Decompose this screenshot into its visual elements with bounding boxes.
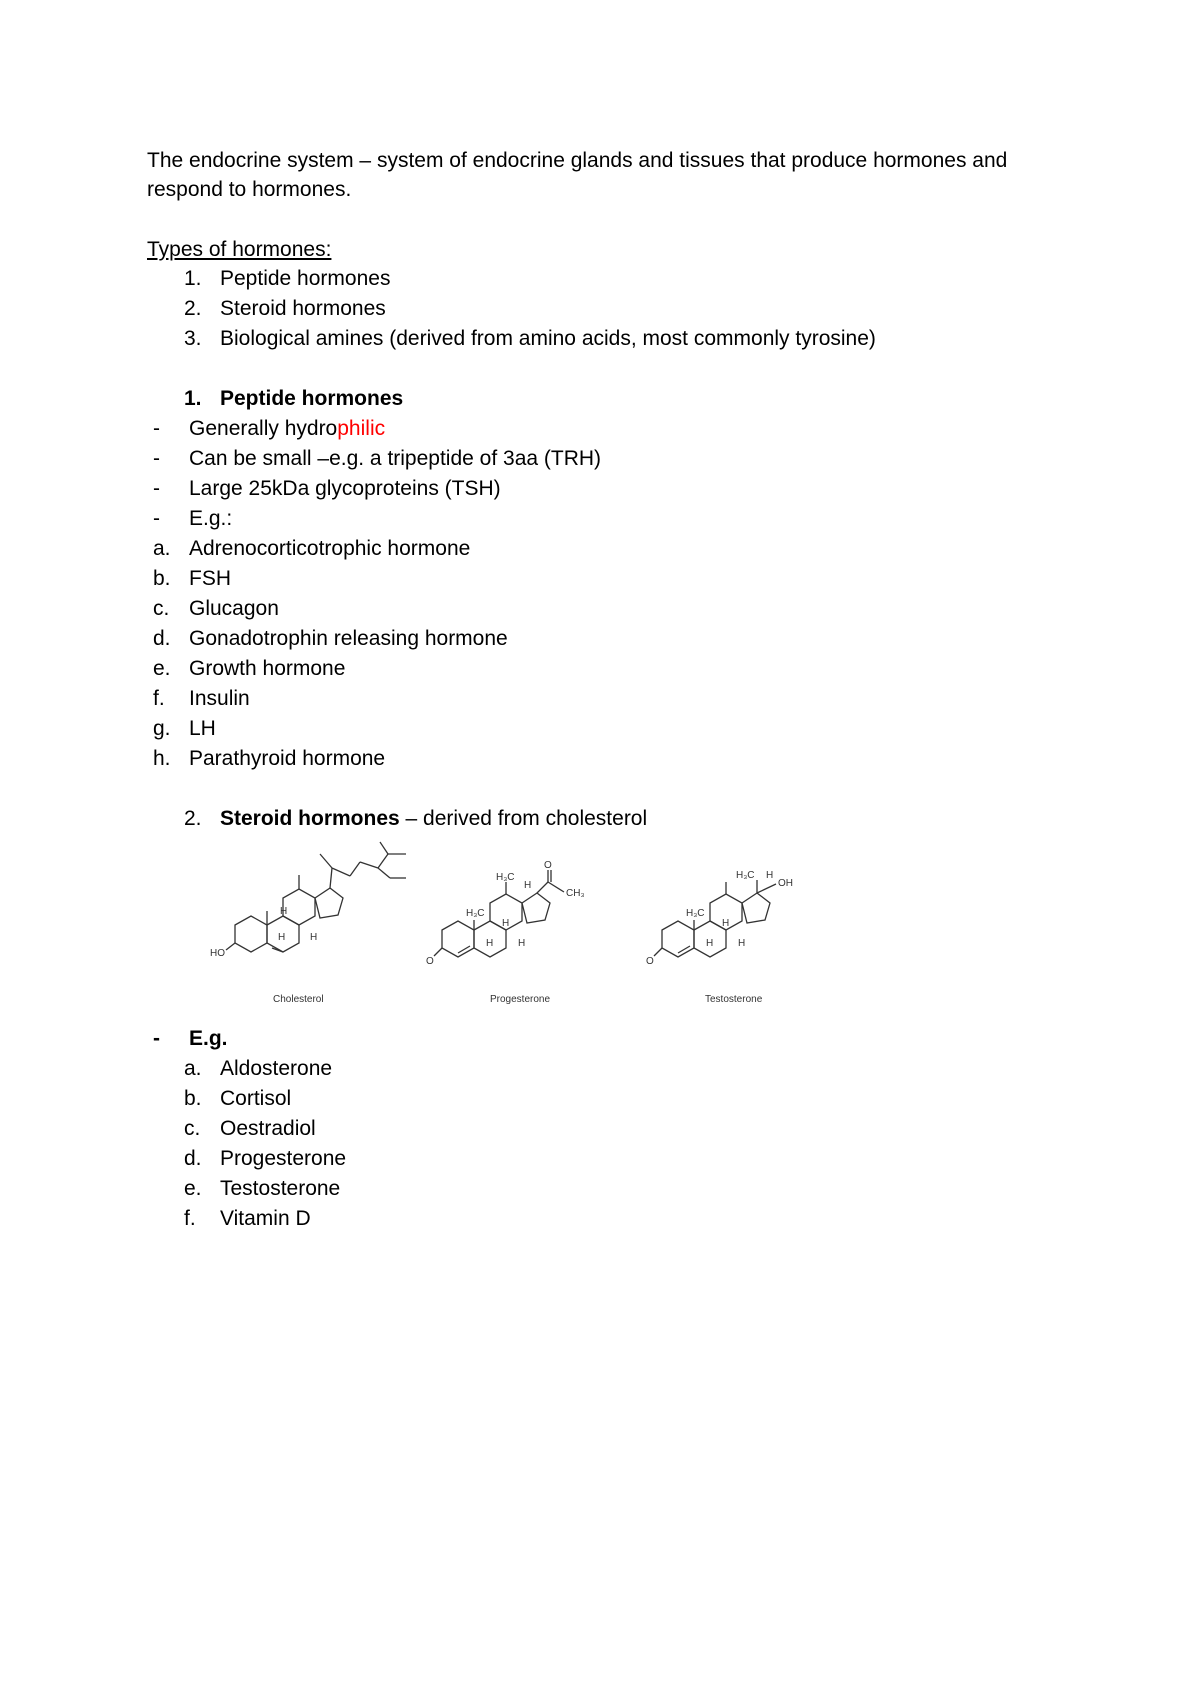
- steroid-heading: Steroid hormones: [220, 807, 400, 830]
- peptide-heading-marker: 1.: [184, 387, 202, 410]
- steroid-example-d: Progesterone: [220, 1147, 347, 1170]
- peptide-example-d: Gonadotrophin releasing hormone: [189, 627, 508, 650]
- progesterone-structure: [426, 860, 610, 987]
- cholesterol-h-label-3: H: [310, 932, 318, 943]
- steroid-example-e: Testosterone: [220, 1177, 341, 1200]
- testosterone-h-label-3: H: [706, 938, 714, 949]
- steroid-example-e-marker: e.: [184, 1177, 202, 1200]
- peptide-example-c: Glucagon: [189, 597, 279, 620]
- steroid-example-a-marker: a.: [184, 1057, 202, 1080]
- progesterone-ch3-label: CH₃: [566, 888, 585, 899]
- peptide-example-a: Adrenocorticotrophic hormone: [189, 537, 471, 560]
- peptide-example-f: Insulin: [189, 687, 250, 710]
- peptide-bullet-2: Can be small –e.g. a tripeptide of 3aa (TRH): [189, 447, 602, 470]
- testosterone-h-label-4: H: [738, 938, 746, 949]
- progesterone-h-label-3: H: [486, 938, 494, 949]
- testosterone-structure: [646, 866, 810, 987]
- types-heading: Types of hormones:: [147, 238, 332, 261]
- testosterone-h3c-label-2: H₃C: [736, 870, 755, 881]
- progesterone-h-label-4: H: [518, 938, 526, 949]
- steroid-example-f: Vitamin D: [220, 1207, 311, 1230]
- intro-line-2: respond to hormones.: [147, 178, 352, 201]
- peptide-bullet-2-marker: -: [153, 447, 160, 470]
- steroid-example-b: Cortisol: [220, 1087, 292, 1110]
- testosterone-structure-svg: [646, 866, 810, 982]
- peptide-example-d-marker: d.: [153, 627, 171, 650]
- progesterone-h3c-label-1: H₃C: [466, 908, 485, 919]
- progesterone-h3c-label-2: H₃C: [496, 872, 515, 883]
- testosterone-caption: Testosterone: [705, 994, 763, 1005]
- types-item-1-marker: 1.: [184, 267, 202, 290]
- steroid-example-f-marker: f.: [184, 1207, 196, 1230]
- cholesterol-h-label-2: H: [278, 932, 286, 943]
- intro-line-1: The endocrine system – system of endocrine glands and tissues that produce hormones and: [147, 149, 1008, 172]
- cholesterol-h-label-1: H: [280, 906, 288, 917]
- types-item-2: Steroid hormones: [220, 297, 386, 320]
- steroid-example-c-marker: c.: [184, 1117, 201, 1140]
- peptide-bullet-4-marker: -: [153, 507, 160, 530]
- peptide-example-b: FSH: [189, 567, 231, 590]
- peptide-example-g: LH: [189, 717, 216, 740]
- peptide-bullet-1: [189, 416, 385, 442]
- steroid-heading-line: [220, 806, 647, 832]
- peptide-example-c-marker: c.: [153, 597, 170, 620]
- peptide-example-h: Parathyroid hormone: [189, 747, 386, 770]
- hydro-text: Generally hydro: [189, 417, 338, 440]
- progesterone-structure-svg: [426, 860, 610, 982]
- peptide-bullet-3: Large 25kDa glycoproteins (TSH): [189, 477, 501, 500]
- cholesterol-caption: Cholesterol: [273, 994, 324, 1005]
- steroid-example-a: Aldosterone: [220, 1057, 333, 1080]
- steroid-eg-marker: -: [153, 1027, 160, 1050]
- peptide-heading: Peptide hormones: [220, 387, 404, 410]
- testosterone-o-label: O: [646, 956, 654, 967]
- cholesterol-ho-label: HO: [210, 948, 225, 959]
- progesterone-h-label-1: H: [524, 880, 532, 891]
- peptide-example-b-marker: b.: [153, 567, 171, 590]
- testosterone-oh-label: OH: [778, 878, 793, 889]
- peptide-example-g-marker: g.: [153, 717, 171, 740]
- steroid-heading-rest: – derived from cholesterol: [399, 807, 648, 830]
- testosterone-h-label-1: H: [766, 870, 774, 881]
- peptide-example-a-marker: a.: [153, 537, 171, 560]
- steroid-example-b-marker: b.: [184, 1087, 202, 1110]
- types-item-3: Biological amines (derived from amino acids, most commonly tyrosine): [220, 327, 876, 350]
- steroid-example-d-marker: d.: [184, 1147, 202, 1170]
- peptide-bullet-4: E.g.:: [189, 507, 233, 530]
- steroid-eg: E.g.: [189, 1027, 228, 1050]
- testosterone-h-label-2: H: [722, 918, 730, 929]
- testosterone-h3c-label-1: H₃C: [686, 908, 705, 919]
- progesterone-h-label-2: H: [502, 918, 510, 929]
- steroid-example-c: Oestradiol: [220, 1117, 316, 1140]
- peptide-example-h-marker: h.: [153, 747, 171, 770]
- types-item-1: Peptide hormones: [220, 267, 391, 290]
- steroid-heading-marker: 2.: [184, 807, 202, 830]
- philic-text: philic: [337, 417, 386, 440]
- cholesterol-structure: [210, 842, 440, 987]
- progesterone-o-label-1: O: [426, 956, 434, 967]
- peptide-example-e: Growth hormone: [189, 657, 346, 680]
- types-item-3-marker: 3.: [184, 327, 202, 350]
- progesterone-caption: Progesterone: [490, 994, 551, 1005]
- types-item-2-marker: 2.: [184, 297, 202, 320]
- peptide-bullet-1-marker: -: [153, 417, 160, 440]
- progesterone-o-label-2: O: [544, 860, 552, 871]
- peptide-example-e-marker: e.: [153, 657, 171, 680]
- peptide-bullet-3-marker: -: [153, 477, 160, 500]
- cholesterol-structure-svg: [210, 842, 440, 982]
- peptide-example-f-marker: f.: [153, 687, 165, 710]
